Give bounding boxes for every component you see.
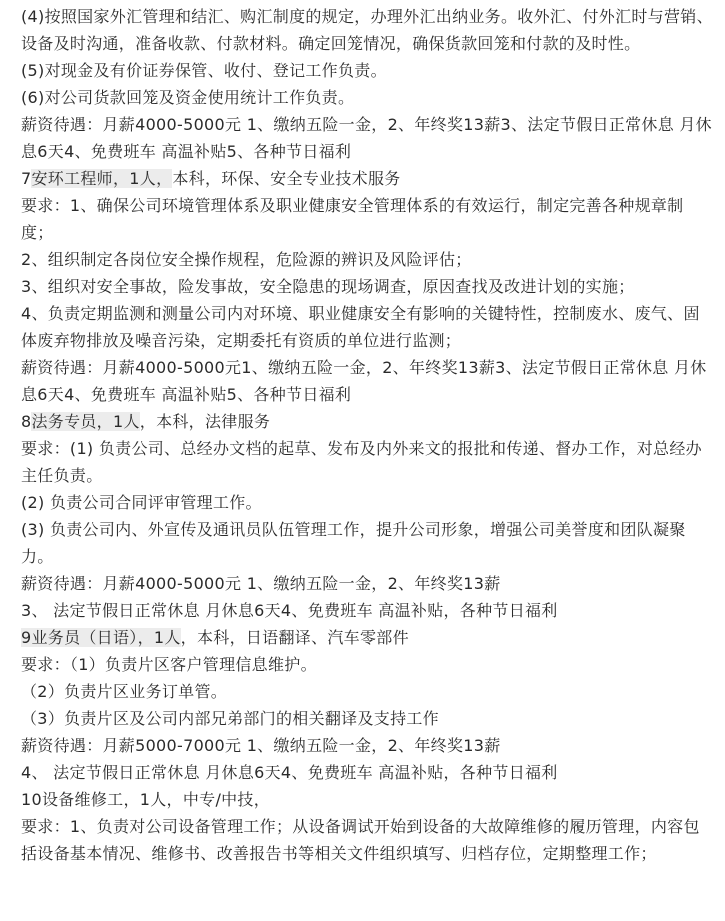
job7-requirement-1: 要求：1、确保公司环境管理体系及职业健康安全管理体系的有效运行，制定完善各种规章制度； <box>21 196 684 242</box>
job8-requirement-2: (2) 负责公司合同评审管理工作。 <box>21 493 262 512</box>
intro-paragraph-statistics: (6)对公司货款回笼及资金使用统计工作负责。 <box>21 88 355 107</box>
job8-requirement-3: (3) 负责公司内、外宣传及通讯员队伍管理工作，提升公司形象，增强公司美誉度和团队凝聚力。 <box>21 520 686 566</box>
job9-requirement-1: 要求：（1）负责片区客户管理信息维护。 <box>21 655 317 674</box>
intro-paragraph-cash: (5)对现金及有价证券保管、收付、登记工作负责。 <box>21 61 387 80</box>
job7-requirement-4: 4、负责定期监测和测量公司内对环境、职业健康安全有影响的关键特性，控制废水、废气、固体废弃物排放及噪音污染，定期委托有资质的单位进行监测； <box>21 304 700 350</box>
job8-salary-1: 薪资待遇：月薪4000-5000元 1、缴纳五险一金，2、年终奖13薪 <box>21 574 501 593</box>
job10-heading: 10设备维修工，1人，中专/中技， <box>21 790 271 809</box>
job8-number: 8 <box>21 412 32 431</box>
intro-salary: 薪资待遇：月薪4000-5000元 1、缴纳五险一金，2、年终奖13薪3、法定节假日正常休息 月休息6天4、免费班车 高温补贴5、各种节日福利 <box>21 115 712 161</box>
job9-salary-2: 4、 法定节假日正常休息 月休息6天4、免费班车 高温补贴，各种节日福利 <box>21 763 558 782</box>
job9-salary-1: 薪资待遇：月薪5000-7000元 1、缴纳五险一金，2、年终奖13薪 <box>21 736 501 755</box>
job7-number: 7 <box>21 169 32 188</box>
job7-requirement-2: 2、组织制定各岗位安全操作规程，危险源的辨识及风险评估； <box>21 250 472 269</box>
job7-salary: 薪资待遇：月薪4000-5000元1、缴纳五险一金，2、年终奖13薪3、法定节假日正常休息 月休息6天4、免费班车 高温补贴5、各种节日福利 <box>21 358 707 404</box>
job10-requirement-1: 要求：1、负责对公司设备管理工作；从设备调试开始到设备的大故障维修的履历管理，内容包括设备基本情况、维修书、改善报告书等相关文件组织填写、归档存位，定期整理工作； <box>21 817 700 863</box>
job9-title: 9业务员（日语），1人 <box>21 628 181 647</box>
job9-detail: ，本科，日语翻译、汽车零部件 <box>180 628 409 647</box>
job7-title: 安环工程师，1人， <box>31 169 173 188</box>
job8-requirement-1: 要求：(1) 负责公司、总经办文档的起草、发布及内外来文的报批和传递、督办工作，对总经办主任负责。 <box>21 439 702 485</box>
job8-detail: ，本科，法律服务 <box>139 412 271 431</box>
job8-salary-2: 3、 法定节假日正常休息 月休息6天4、免费班车 高温补贴，各种节日福利 <box>21 601 558 620</box>
job8-heading <box>21 408 715 435</box>
job7-heading <box>21 165 715 192</box>
job9-heading <box>21 624 715 651</box>
job9-requirement-2: （2）负责片区业务订单管。 <box>21 682 228 701</box>
job8-title: 法务专员，1人 <box>31 412 140 431</box>
intro-paragraph-forex: (4)按照国家外汇管理和结汇、购汇制度的规定，办理外汇出纳业务。收外汇、付外汇时与营销、设备及时沟通，准备收款、付款材料。确定回笼情况，确保货款回笼和付款的及时性。 <box>21 7 713 53</box>
job7-detail: 本科，环保、安全专业技术服务 <box>172 169 401 188</box>
job7-requirement-3: 3、组织对安全事故，险发事故，安全隐患的现场调查，原因查找及改进计划的实施； <box>21 277 635 296</box>
job9-requirement-3: （3）负责片区及公司内部兄弟部门的相关翻译及支持工作 <box>21 709 439 728</box>
